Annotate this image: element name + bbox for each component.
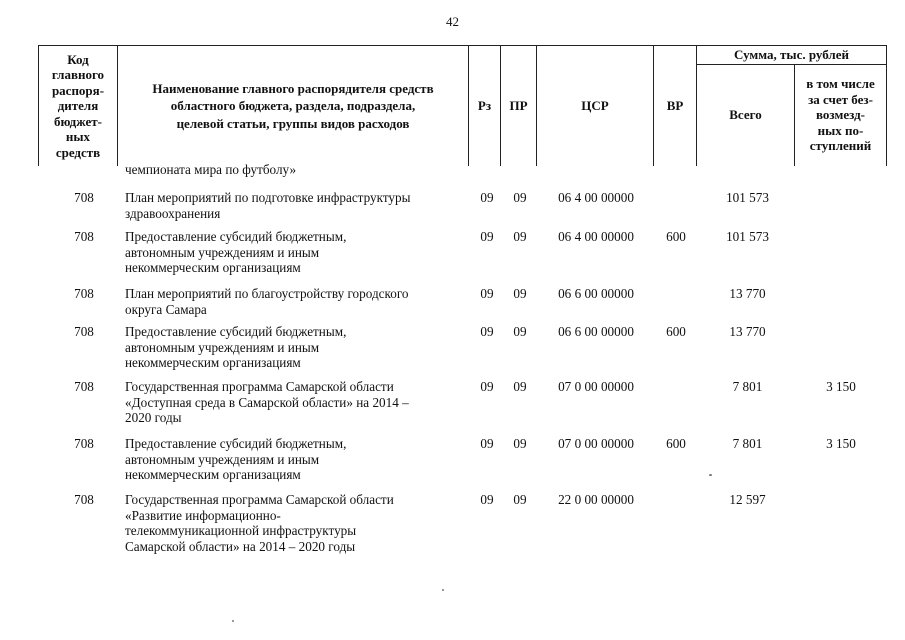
row-code: 708 [74, 286, 94, 301]
row-name-line: некоммерческим организациям [125, 355, 301, 371]
row-csr: 07 0 00 00000 [558, 436, 634, 451]
row-csr: 06 4 00 00000 [558, 190, 634, 205]
row-name-line: Предоставление субсидий бюджетным, [125, 436, 347, 451]
row-csr: 06 6 00 00000 [558, 286, 634, 301]
header-code-line: ных [65, 129, 91, 145]
row-name-line: План мероприятий по подготовке инфраструктуры [125, 190, 411, 205]
header-code-line: дителя [57, 98, 99, 114]
header-border-right [886, 45, 887, 166]
header-free-receipts [795, 65, 886, 165]
row-vr: 600 [666, 324, 686, 339]
row-name-line: телекоммуникационной инфраструктуры [125, 523, 357, 539]
row-pr: 09 [513, 190, 527, 205]
row-csr: 07 0 00 00000 [558, 379, 634, 394]
row-name-line: здравоохранения [125, 205, 221, 221]
header-name [118, 47, 468, 165]
row-total: 7 801 [732, 379, 763, 394]
header-name-line: Наименование главного распорядителя средств [152, 80, 434, 96]
row-name-line: Государственная программа Самарской области [125, 379, 394, 394]
header-rz: Рз [477, 98, 492, 114]
row-name-line: Самарской области» на 2014 – 2020 годы [125, 538, 356, 554]
header-free-line: в том числе [806, 76, 875, 92]
row-code: 708 [74, 324, 94, 339]
row-csr: 06 6 00 00000 [558, 324, 634, 339]
scan-speck [709, 474, 712, 476]
row-rz: 09 [480, 379, 494, 394]
row-csr: 06 4 00 00000 [558, 229, 634, 244]
header-code-line: распоря- [51, 82, 105, 98]
row-pr: 09 [513, 229, 527, 244]
header-total: Всего [729, 107, 762, 123]
row-name-line: округа Самара [125, 301, 207, 317]
header-code [39, 47, 117, 165]
header-free-line: за счет без- [808, 91, 873, 107]
header-name-line: областного бюджета, раздела, подраздела, [170, 98, 416, 114]
row-code: 708 [74, 492, 94, 507]
row-total: 13 770 [729, 324, 766, 339]
row-total: 101 573 [726, 190, 769, 205]
row-code: 708 [74, 190, 94, 205]
row-name-line: некоммерческим организациям [125, 467, 301, 483]
header-sum-group: Сумма, тыс. рублей [734, 47, 849, 63]
header-pr: ПР [509, 98, 528, 114]
header-name-line: целевой статьи, группы видов расходов [176, 115, 410, 131]
row-name-line: Предоставление субсидий бюджетным, [125, 324, 347, 339]
row-pr: 09 [513, 286, 527, 301]
row-total: 12 597 [729, 492, 766, 507]
row-pr: 09 [513, 324, 527, 339]
row-name-line: План мероприятий по благоустройству городского [125, 286, 409, 301]
row-vr: 600 [666, 229, 686, 244]
row-rz: 09 [480, 324, 494, 339]
header-free-line: ступлений [809, 138, 872, 154]
row-rz: 09 [480, 436, 494, 451]
header-code-line: средств [55, 144, 101, 160]
row-name-line: Предоставление субсидий бюджетным, [125, 229, 347, 244]
row-name-line: некоммерческим организациям [125, 260, 301, 276]
row-name-line: Государственная программа Самарской области [125, 492, 394, 507]
row-rz: 09 [480, 190, 494, 205]
row-free-receipts: 3 150 [826, 379, 856, 394]
row-pr: 09 [513, 379, 527, 394]
row-rz: 09 [480, 492, 494, 507]
row-total: 7 801 [732, 436, 763, 451]
header-csr: ЦСР [581, 98, 609, 114]
row-pr: 09 [513, 436, 527, 451]
row-name-line: автономным учреждениям и иным [125, 339, 320, 355]
row-name-line: автономным учреждениям и иным [125, 244, 320, 260]
row-free-receipts: 3 150 [826, 436, 856, 451]
row-name-line: автономным учреждениям и иным [125, 451, 320, 467]
row-name-line: 2020 годы [125, 410, 182, 426]
row-csr: 22 0 00 00000 [558, 492, 634, 507]
row-code: 708 [74, 229, 94, 244]
row-name-line: «Доступная среда в Самарской области» на 2014 – [125, 394, 409, 410]
row-rz: 09 [480, 229, 494, 244]
row-total: 101 573 [726, 229, 769, 244]
row-code: 708 [74, 379, 94, 394]
scan-speck [232, 620, 234, 622]
row-pr: 09 [513, 492, 527, 507]
header-code-line: главного [51, 67, 105, 83]
header-code-line: бюджет- [53, 113, 102, 129]
scan-speck [442, 589, 444, 591]
header-free-line: ных по- [817, 122, 864, 138]
header-free-line: возмезд- [816, 107, 865, 123]
page-number: 42 [446, 14, 459, 29]
continuation-text: чемпионата мира по футболу» [125, 162, 297, 177]
row-code: 708 [74, 436, 94, 451]
row-name-line: «Развитие информационно- [125, 507, 281, 523]
row-total: 13 770 [729, 286, 766, 301]
header-vr: ВР [666, 98, 684, 114]
row-vr: 600 [666, 436, 686, 451]
row-rz: 09 [480, 286, 494, 301]
header-code-line: Код [67, 51, 89, 67]
